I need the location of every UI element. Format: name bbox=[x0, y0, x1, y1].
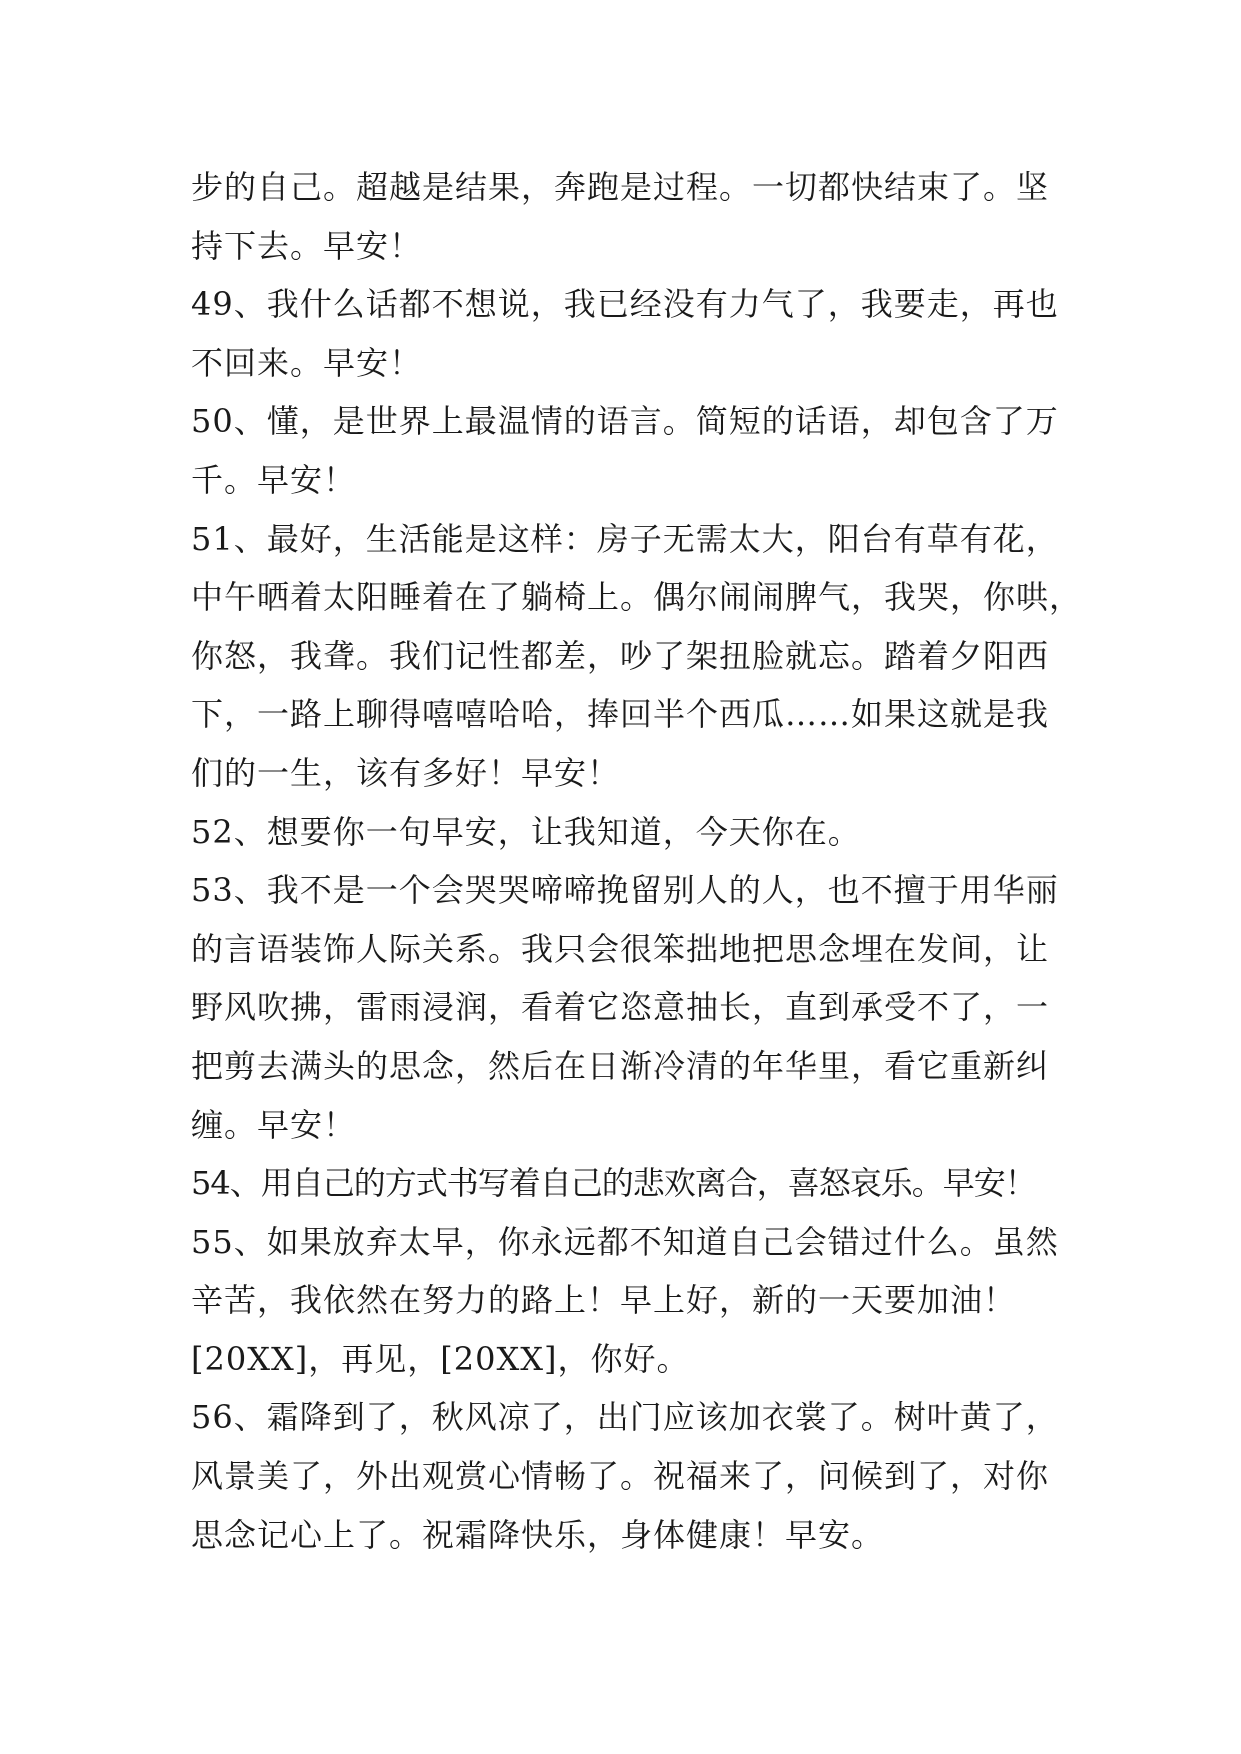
text-line: 55、如果放弃太早，你永远都不知道自己会错过什么。虽然 bbox=[191, 1222, 1059, 1261]
text-line: 野风吹拂，雷雨浸润，看着它恣意抽长，直到承受不了，一 bbox=[191, 988, 1050, 1027]
text-line: 中午晒着太阳睡着在了躺椅上。偶尔闹闹脾气，我哭，你哄， bbox=[191, 578, 1083, 617]
text-line: 你怒，我聋。我们记性都差，吵了架扭脸就忘。踏着夕阳西 bbox=[191, 636, 1050, 675]
text-line: 们的一生，该有多好！早安！ bbox=[191, 753, 621, 792]
text-line: 不回来。早安！ bbox=[191, 343, 423, 382]
text-line: 缠。早安！ bbox=[191, 1105, 357, 1144]
text-line: 千。早安！ bbox=[191, 460, 357, 499]
text-line: 50、懂，是世界上最温情的语言。简短的话语，却包含了万 bbox=[191, 402, 1059, 441]
text-line: 把剪去满头的思念，然后在日渐冷清的年华里，看它重新纠 bbox=[191, 1046, 1050, 1085]
text-line: 步的自己。超越是结果，奔跑是过程。一切都快结束了。坚 bbox=[191, 168, 1050, 206]
text-line: 56、霜降到了，秋风凉了，出门应该加衣裳了。树叶黄了， bbox=[191, 1398, 1059, 1437]
text-line: 的言语装饰人际关系。我只会很笨拙地把思念埋在发间，让 bbox=[191, 929, 1050, 968]
text-line: 持下去。早安！ bbox=[191, 226, 423, 265]
text-line: 下，一路上聊得嘻嘻哈哈，捧回半个西瓜……如果这就是我 bbox=[191, 695, 1050, 734]
document-body bbox=[191, 158, 1091, 1564]
text-line: 思念记心上了。祝霜降快乐，身体健康！早安。 bbox=[191, 1515, 885, 1554]
text-line: 54、用自己的方式书写着自己的悲欢离合，喜怒哀乐。早安！ bbox=[191, 1164, 1036, 1203]
text-line: [20XX]，再见，[20XX]，你好。 bbox=[191, 1339, 690, 1378]
text-line: 51、最好，生活能是这样：房子无需太大，阳台有草有花， bbox=[191, 519, 1059, 558]
text-line: 52、想要你一句早安，让我知道，今天你在。 bbox=[191, 812, 861, 851]
text-line: 53、我不是一个会哭哭啼啼挽留别人的人，也不擅于用华丽 bbox=[191, 871, 1059, 910]
text-line: 风景美了，外出观赏心情畅了。祝福来了，问候到了，对你 bbox=[191, 1457, 1050, 1496]
text-line: 49、我什么话都不想说，我已经没有力气了，我要走，再也 bbox=[191, 285, 1059, 324]
text-line: 辛苦，我依然在努力的路上！早上好，新的一天要加油！ bbox=[191, 1281, 1017, 1320]
